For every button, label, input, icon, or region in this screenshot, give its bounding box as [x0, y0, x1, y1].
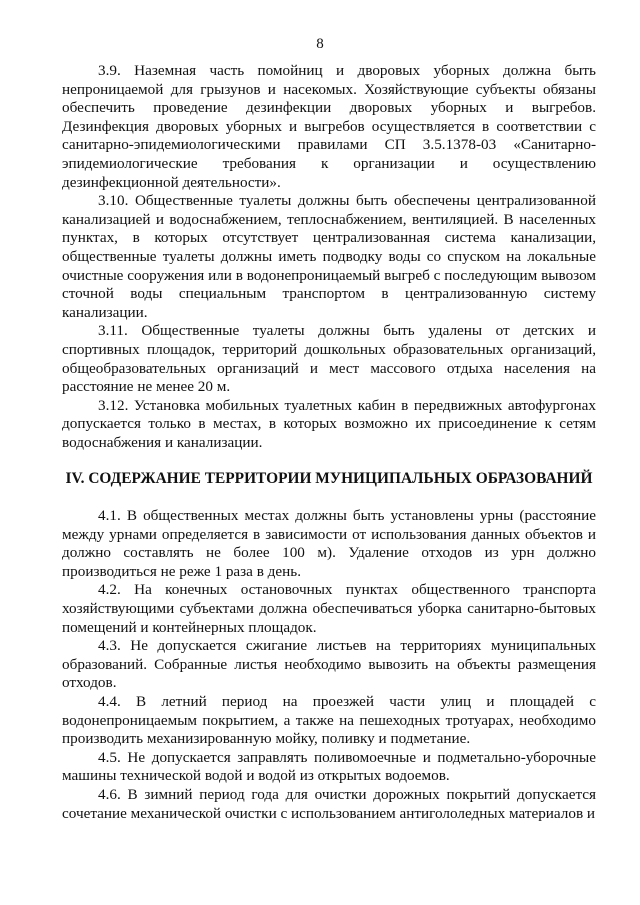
paragraph-3-11: 3.11. Общественные туалеты должны быть удалены от детских и спортивных площадок, территорий дошкольных образовательных организаций, общеобразовательных организаций и мест массового отдыха населения на расстояние не менее 20 м. — [62, 322, 596, 396]
paragraph-4-2: 4.2. На конечных остановочных пунктах общественного транспорта хозяйствующими субъектами должна обеспечиваться уборка санитарно-бытовых помещений и контейнерных площадок. — [62, 581, 596, 636]
paragraph-4-6: 4.6. В зимний период года для очистки дорожных покрытий допускается сочетание механической очистки с использованием антигололедных материалов и — [62, 785, 596, 822]
document-body — [62, 62, 596, 823]
page-number: 8 — [316, 36, 324, 52]
paragraph-4-4: 4.4. В летний период на проезжей части улиц и площадей с водонепроницаемым покрытием, а также на пешеходных тротуарах, необходимо производить механизированную мойку, поливку и подметание. — [62, 693, 596, 748]
section-heading: IV. СОДЕРЖАНИЕ ТЕРРИТОРИИ МУНИЦИПАЛЬНЫХ ОБРАЗОВАНИЙ — [65, 470, 593, 488]
paragraph-3-12: 3.12. Установка мобильных туалетных кабин в передвижных автофургонах допускается только в местах, в которых возможно их присоединение к сетям водоснабжения и канализации. — [62, 396, 596, 451]
paragraph-3-10: 3.10. Общественные туалеты должны быть обеспечены централизованной канализацией и водоснабжением, теплоснабжением, вентиляцией. В населенных пунктах, в которых отсутствует централизованная система канализации, общественные туалеты должны иметь подводку воды со спуском на локальные очистные сооружения или в водонепроницаемый выгреб с последующим вывозом сточной воды специальным транспортом в централизованную систему канализации. — [62, 192, 596, 321]
paragraph-4-5: 4.5. Не допускается заправлять поливомоечные и подметально-уборочные машины технической водой и водой из открытых водоемов. — [62, 748, 596, 785]
paragraph-4-3: 4.3. Не допускается сжигание листьев на территориях муниципальных образований. Собранные листья необходимо вывозить на объекты размещения отходов. — [62, 637, 596, 692]
paragraph-3-9: 3.9. Наземная часть помойниц и дворовых уборных должна быть непроницаемой для грызунов и насекомых. Хозяйствующие субъекты обязаны обеспечить проведение дезинфекции дворовых уборных и выгребов. Дезинфекция дворовых уборных и выгребов осуществляется в соответствии с санитарно-эпидемиологическими правилами СП 3.5.1378-03 «Санитарно-эпидемиологические требования к организации и осуществлению дезинфекционной деятельности». — [62, 62, 596, 191]
paragraph-4-1: 4.1. В общественных местах должны быть установлены урны (расстояние между урнами определяется в зависимости от использования данных объектов и должно составлять не более 100 м). Удаление отходов из урн должно производиться не реже 1 раза в день. — [62, 507, 596, 580]
